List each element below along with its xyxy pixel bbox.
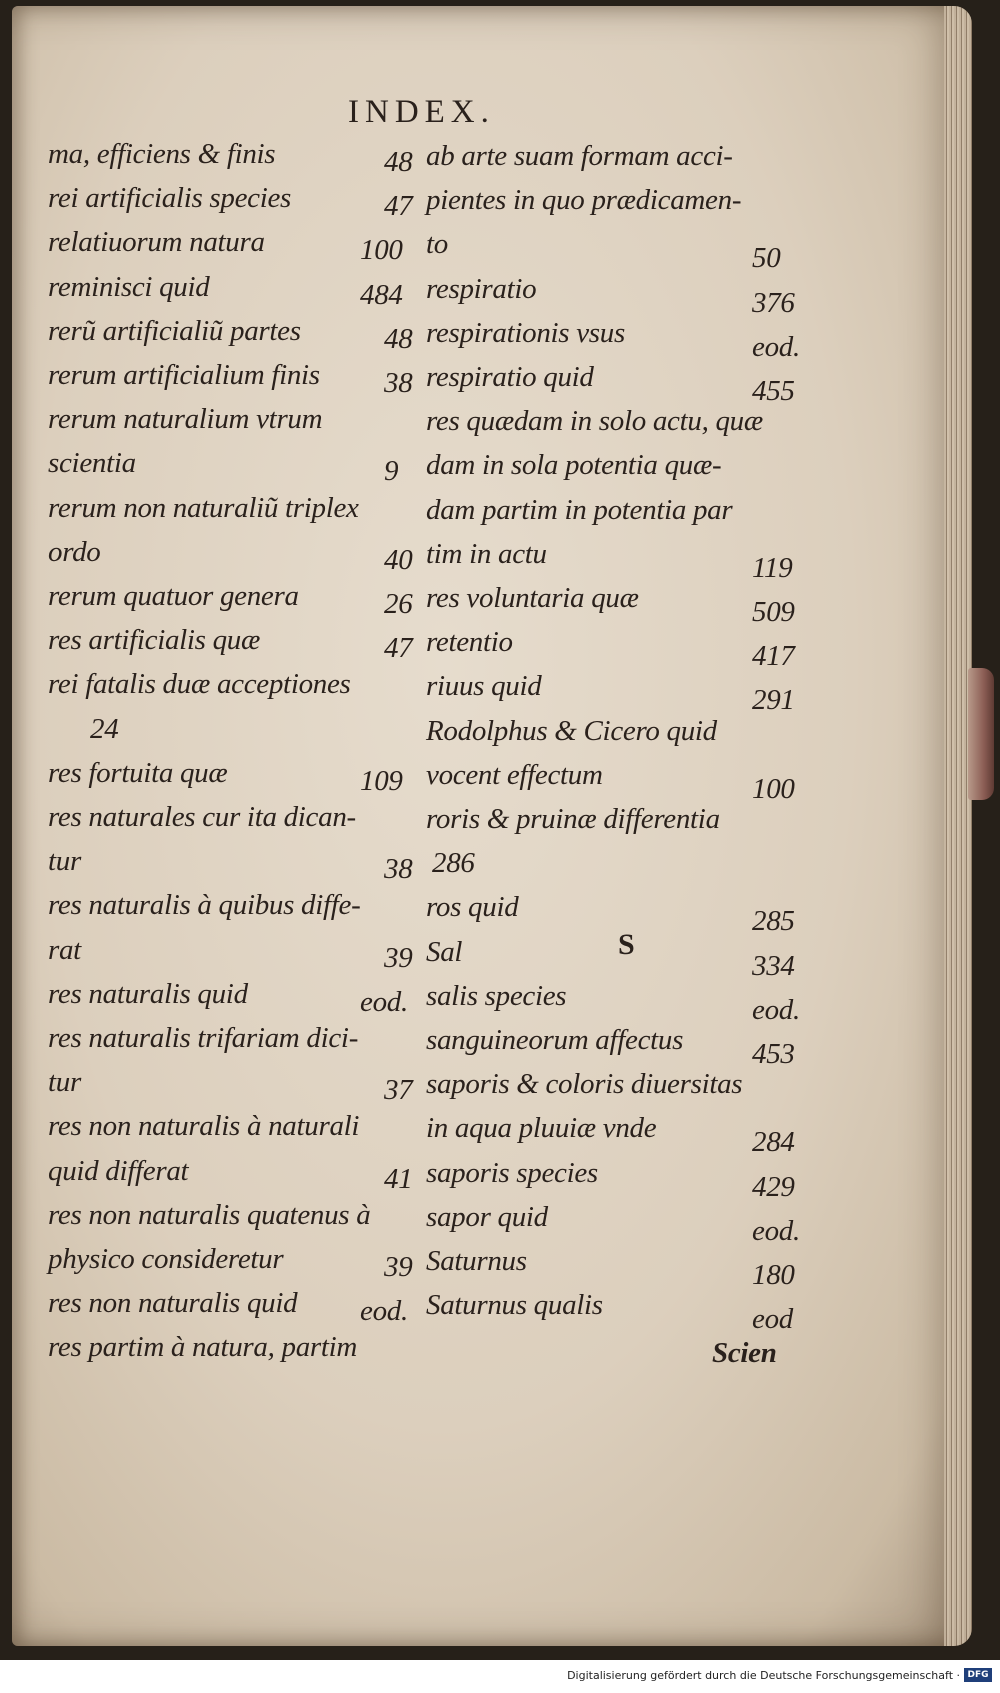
left-entry-page: 39 — [384, 1251, 413, 1283]
left-entry-text: rei artificialis species — [48, 182, 292, 215]
left-entry-page: eod. — [360, 1295, 408, 1328]
right-entry-text: in aqua pluuiæ vnde — [426, 1112, 657, 1145]
right-entry-text: saporis & coloris diuersitas — [426, 1068, 743, 1101]
right-entry-page: 453 — [752, 1038, 795, 1070]
right-entry-text: tim in actu — [426, 537, 547, 570]
right-entry-page: 50 — [752, 242, 781, 275]
right-entry-page: eod. — [752, 330, 800, 363]
page-header: INDEX. — [348, 94, 495, 130]
left-entry-text: res fortuita quæ — [48, 756, 228, 789]
footer-bar — [0, 1660, 1000, 1693]
left-entry-text: res naturales cur ita dican- — [48, 801, 356, 833]
left-entry-text: reminisci quid — [48, 270, 210, 303]
left-entry-text: res non naturalis quid — [48, 1287, 298, 1320]
right-entry-text: ros quid — [426, 891, 519, 924]
right-entry-text: sanguineorum affectus — [426, 1024, 684, 1056]
left-entry-text: rat — [48, 933, 81, 966]
right-entry-page: eod. — [752, 1214, 800, 1247]
right-entry-page: 100 — [752, 772, 795, 805]
right-entry-text: saporis species — [426, 1156, 598, 1189]
left-entry-text: physico consideretur — [48, 1243, 284, 1275]
right-entry-text: sapor quid — [426, 1200, 548, 1233]
book-page — [12, 6, 972, 1646]
right-entry-page: 417 — [752, 640, 795, 673]
left-entry-text: res non naturalis quatenus à — [48, 1198, 371, 1231]
right-entry-text: to — [426, 228, 448, 261]
page-edges — [944, 6, 972, 1646]
left-entry-text: rerum naturalium vtrum — [48, 403, 323, 436]
right-entry-text: vocent effectum — [426, 758, 603, 791]
left-entry-text: rei fatalis duæ acceptiones — [48, 668, 351, 701]
right-entry-page: 429 — [752, 1170, 795, 1203]
right-entry-text: Rodolphus & Cicero quid — [426, 714, 717, 747]
left-entry-text: rerum non naturaliũ triplex — [48, 491, 359, 524]
left-entry-text: ma, efficiens & finis — [48, 138, 276, 170]
left-entry-page: 39 — [384, 941, 413, 974]
left-entry-text: rerum artificialium finis — [48, 359, 320, 391]
section-letter: S — [618, 928, 635, 961]
left-entry-text: res naturalis à quibus diffe- — [48, 889, 361, 922]
left-entry-text: tur — [48, 845, 81, 878]
right-entry-page: 284 — [752, 1126, 795, 1159]
right-entry-text: 286 — [432, 847, 475, 880]
right-entry-page: 119 — [752, 551, 793, 584]
left-entry-page: 37 — [384, 1074, 413, 1107]
left-entry-text: 24 — [90, 712, 119, 745]
left-entry-text: res non naturalis à naturali — [48, 1110, 360, 1143]
left-entry-page: eod. — [360, 985, 408, 1018]
right-entry-text: dam partim in potentia par — [426, 493, 733, 526]
right-entry-text: respirationis vsus — [426, 316, 625, 349]
left-entry-text: scientia — [48, 447, 136, 480]
right-entry-text: res quædam in solo actu, quæ — [426, 405, 763, 438]
right-entry-text: dam in sola potentia quæ- — [426, 449, 722, 482]
right-entry-page: 334 — [752, 949, 795, 982]
left-entry-text: res naturalis quid — [48, 977, 248, 1010]
right-entry-page: 285 — [752, 905, 795, 938]
left-entry-page: 38 — [384, 853, 413, 886]
left-entry-page: 47 — [384, 190, 413, 223]
right-entry-page: eod — [752, 1303, 793, 1336]
left-entry-page: 41 — [384, 1162, 413, 1195]
right-entry-text: salis species — [426, 979, 567, 1012]
left-entry-text: quid differat — [48, 1154, 189, 1187]
right-entry-text: pientes in quo prædicamen- — [426, 184, 742, 217]
right-entry-page: 455 — [752, 375, 795, 407]
right-entry-text: Saturnus — [426, 1245, 527, 1277]
left-entry-page: 26 — [384, 588, 413, 620]
bookmark-ribbon — [968, 668, 994, 800]
left-entry-page: 38 — [384, 367, 413, 399]
left-entry-text: ordo — [48, 535, 101, 568]
left-entry-page: 40 — [384, 543, 413, 576]
left-entry-text: rerũ artificialiũ partes — [48, 314, 301, 347]
left-entry-page: 48 — [384, 322, 413, 355]
left-entry-page: 109 — [360, 764, 403, 797]
right-entry-text: roris & pruinæ differentia — [426, 803, 720, 835]
left-entry-page: 48 — [384, 146, 413, 178]
right-entry-page: eod. — [752, 993, 800, 1026]
left-entry-text: rerum quatuor genera — [48, 580, 299, 612]
right-entry-text: respiratio — [426, 272, 537, 305]
right-entry-text: Saturnus qualis — [426, 1289, 603, 1322]
right-entry-text: riuus quid — [426, 670, 542, 703]
right-entry-text: ab arte suam formam acci- — [426, 140, 733, 172]
left-entry-text: res partim à natura, partim — [48, 1331, 358, 1364]
right-entry-text: Sal — [426, 935, 463, 968]
right-entry-page: 291 — [752, 684, 795, 717]
left-entry-page: 484 — [360, 278, 403, 311]
right-entry-text: res voluntaria quæ — [426, 582, 639, 614]
left-entry-page: 47 — [384, 632, 413, 665]
left-entry-page: 9 — [384, 455, 399, 488]
right-entry-text: retentio — [426, 626, 513, 659]
footer-credit: Digitalisierung gefördert durch die Deutsche Forschungsgemeinschaft · — [567, 1669, 960, 1682]
left-entry-text: tur — [48, 1066, 81, 1099]
left-entry-text: res naturalis trifariam dici- — [48, 1022, 359, 1054]
left-entry-text: res artificialis quæ — [48, 624, 261, 657]
catchword: Scien — [712, 1337, 777, 1370]
left-entry-text: relatiuorum natura — [48, 226, 265, 259]
right-entry-page: 376 — [752, 286, 795, 319]
right-entry-page: 180 — [752, 1259, 795, 1291]
dfg-logo: DFG — [964, 1668, 992, 1682]
right-entry-text: respiratio quid — [426, 361, 594, 393]
right-entry-page: 509 — [752, 596, 795, 628]
left-entry-page: 100 — [360, 234, 403, 267]
